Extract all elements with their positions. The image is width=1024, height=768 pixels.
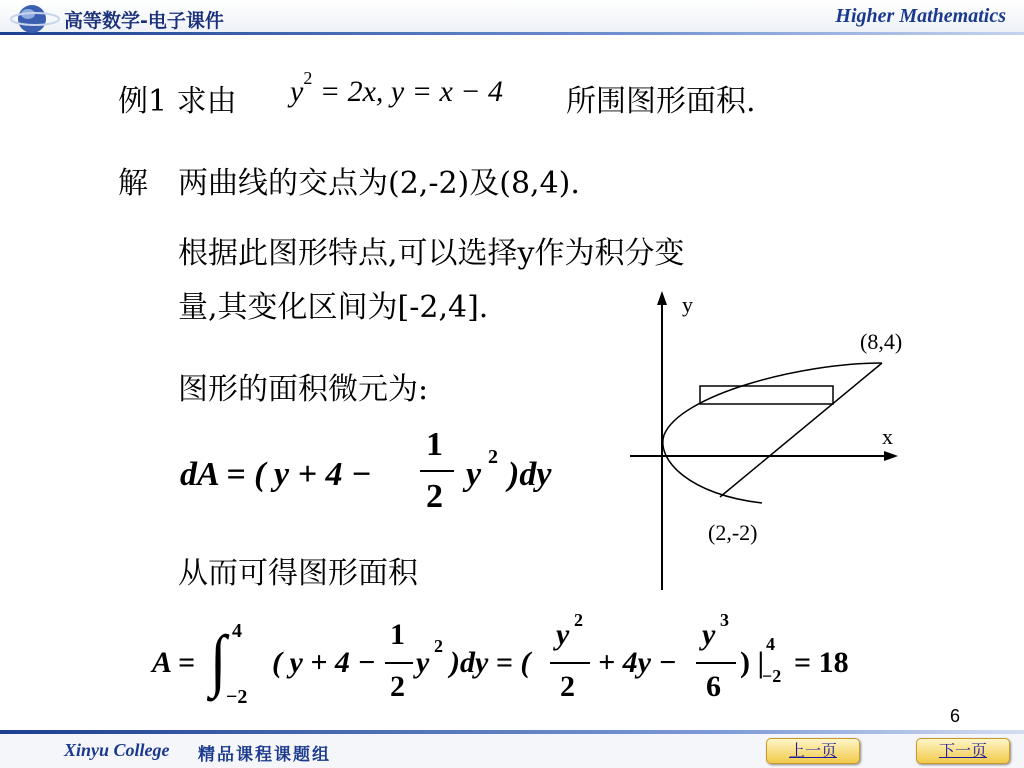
- integral-upper: 4: [232, 620, 242, 642]
- page-number: 6: [950, 706, 961, 726]
- integral-sign: ∫: [210, 621, 227, 698]
- y-axis-arrow-icon: [657, 291, 667, 305]
- formula-a-eval-lower: −2: [762, 666, 782, 686]
- course-title: 高等数学-电子课件: [64, 10, 224, 32]
- slide-header: [0, 0, 1024, 40]
- point-bottom-label: (2,-2): [708, 520, 758, 545]
- brand-title: Higher Mathematics: [835, 5, 1006, 27]
- formula-a-frac2-bar: [550, 662, 590, 664]
- formula-da-tail: )dy: [508, 456, 552, 493]
- formula-a-integrand-a: ( y + 4 −: [272, 646, 376, 679]
- course-group: 精品课程课题组: [198, 745, 331, 765]
- formula-a-integrand-c: )dy = (: [450, 646, 531, 679]
- formula-a-frac1-bar: [385, 662, 413, 664]
- area-element-strip: [700, 386, 833, 404]
- formula-a-frac2-exp: 2: [574, 610, 583, 630]
- formula-a-frac1-num: 1: [390, 618, 405, 651]
- region-graph: [620, 285, 920, 595]
- solution-line-2: 根据此图形特点,可以选择y作为积分变: [178, 236, 685, 271]
- formula-da-fraction-bar: [420, 470, 454, 472]
- x-axis-arrow-icon: [884, 451, 898, 461]
- formula-a-frac2-den: 2: [560, 670, 575, 703]
- line-curve: [720, 363, 882, 497]
- formula-a-eval-upper: 4: [766, 634, 775, 654]
- solution-line-3: 量,其变化区间为[-2,4].: [178, 290, 489, 325]
- integral-lower: −2: [226, 686, 248, 708]
- globe-logo-icon: [10, 1, 60, 39]
- formula-da-y: y: [466, 456, 482, 493]
- college-name: Xinyu College: [64, 740, 170, 760]
- slide-footer: [0, 730, 1024, 768]
- eq-rest: = 2x, y = x − 4: [319, 75, 504, 108]
- formula-a-integrand-b: y: [416, 646, 430, 679]
- formula-a-frac3-exp: 3: [720, 610, 729, 630]
- formula-a-result: = 18: [794, 646, 849, 679]
- parabola-curve: [663, 363, 882, 503]
- y-axis-label: y: [682, 292, 693, 317]
- formula-a-frac2-num: y: [556, 618, 570, 651]
- formula-a-frac1-den: 2: [390, 670, 405, 703]
- formula-da-den: 2: [426, 478, 443, 515]
- problem-label: 例1 求由: [118, 84, 237, 119]
- formula-a-frac3-den: 6: [706, 670, 721, 703]
- solution-line-1: 两曲线的交点为(2,-2)及(8,4).: [178, 166, 580, 201]
- formula-a-frac3-bar: [696, 662, 736, 664]
- problem-suffix: 所围图形面积.: [566, 84, 756, 119]
- eq-lhs-var: y: [290, 75, 304, 108]
- problem-equation: [290, 68, 504, 109]
- formula-a-integrand-b-exp: 2: [434, 636, 443, 656]
- point-top-label: (8,4): [860, 329, 903, 354]
- formula-a-lhs: A =: [152, 646, 195, 679]
- next-page-button[interactable]: 下一页: [916, 738, 1010, 764]
- formula-da-exp: 2: [488, 446, 498, 468]
- eq-lhs-exp: 2: [303, 68, 313, 88]
- solution-line-5: 从而可得图形面积: [178, 556, 418, 591]
- formula-da-num: 1: [426, 426, 443, 463]
- formula-a-mid: + 4y −: [598, 646, 677, 679]
- prev-page-button[interactable]: 上一页: [766, 738, 860, 764]
- formula-a-frac3-num: y: [702, 618, 716, 651]
- solution-label: 解: [118, 166, 148, 201]
- x-axis-label: x: [882, 424, 893, 449]
- solution-line-4: 图形的面积微元为:: [178, 372, 429, 407]
- formula-a-close: ) |: [740, 646, 765, 679]
- formula-da-left: dA = ( y + 4 −: [180, 456, 372, 493]
